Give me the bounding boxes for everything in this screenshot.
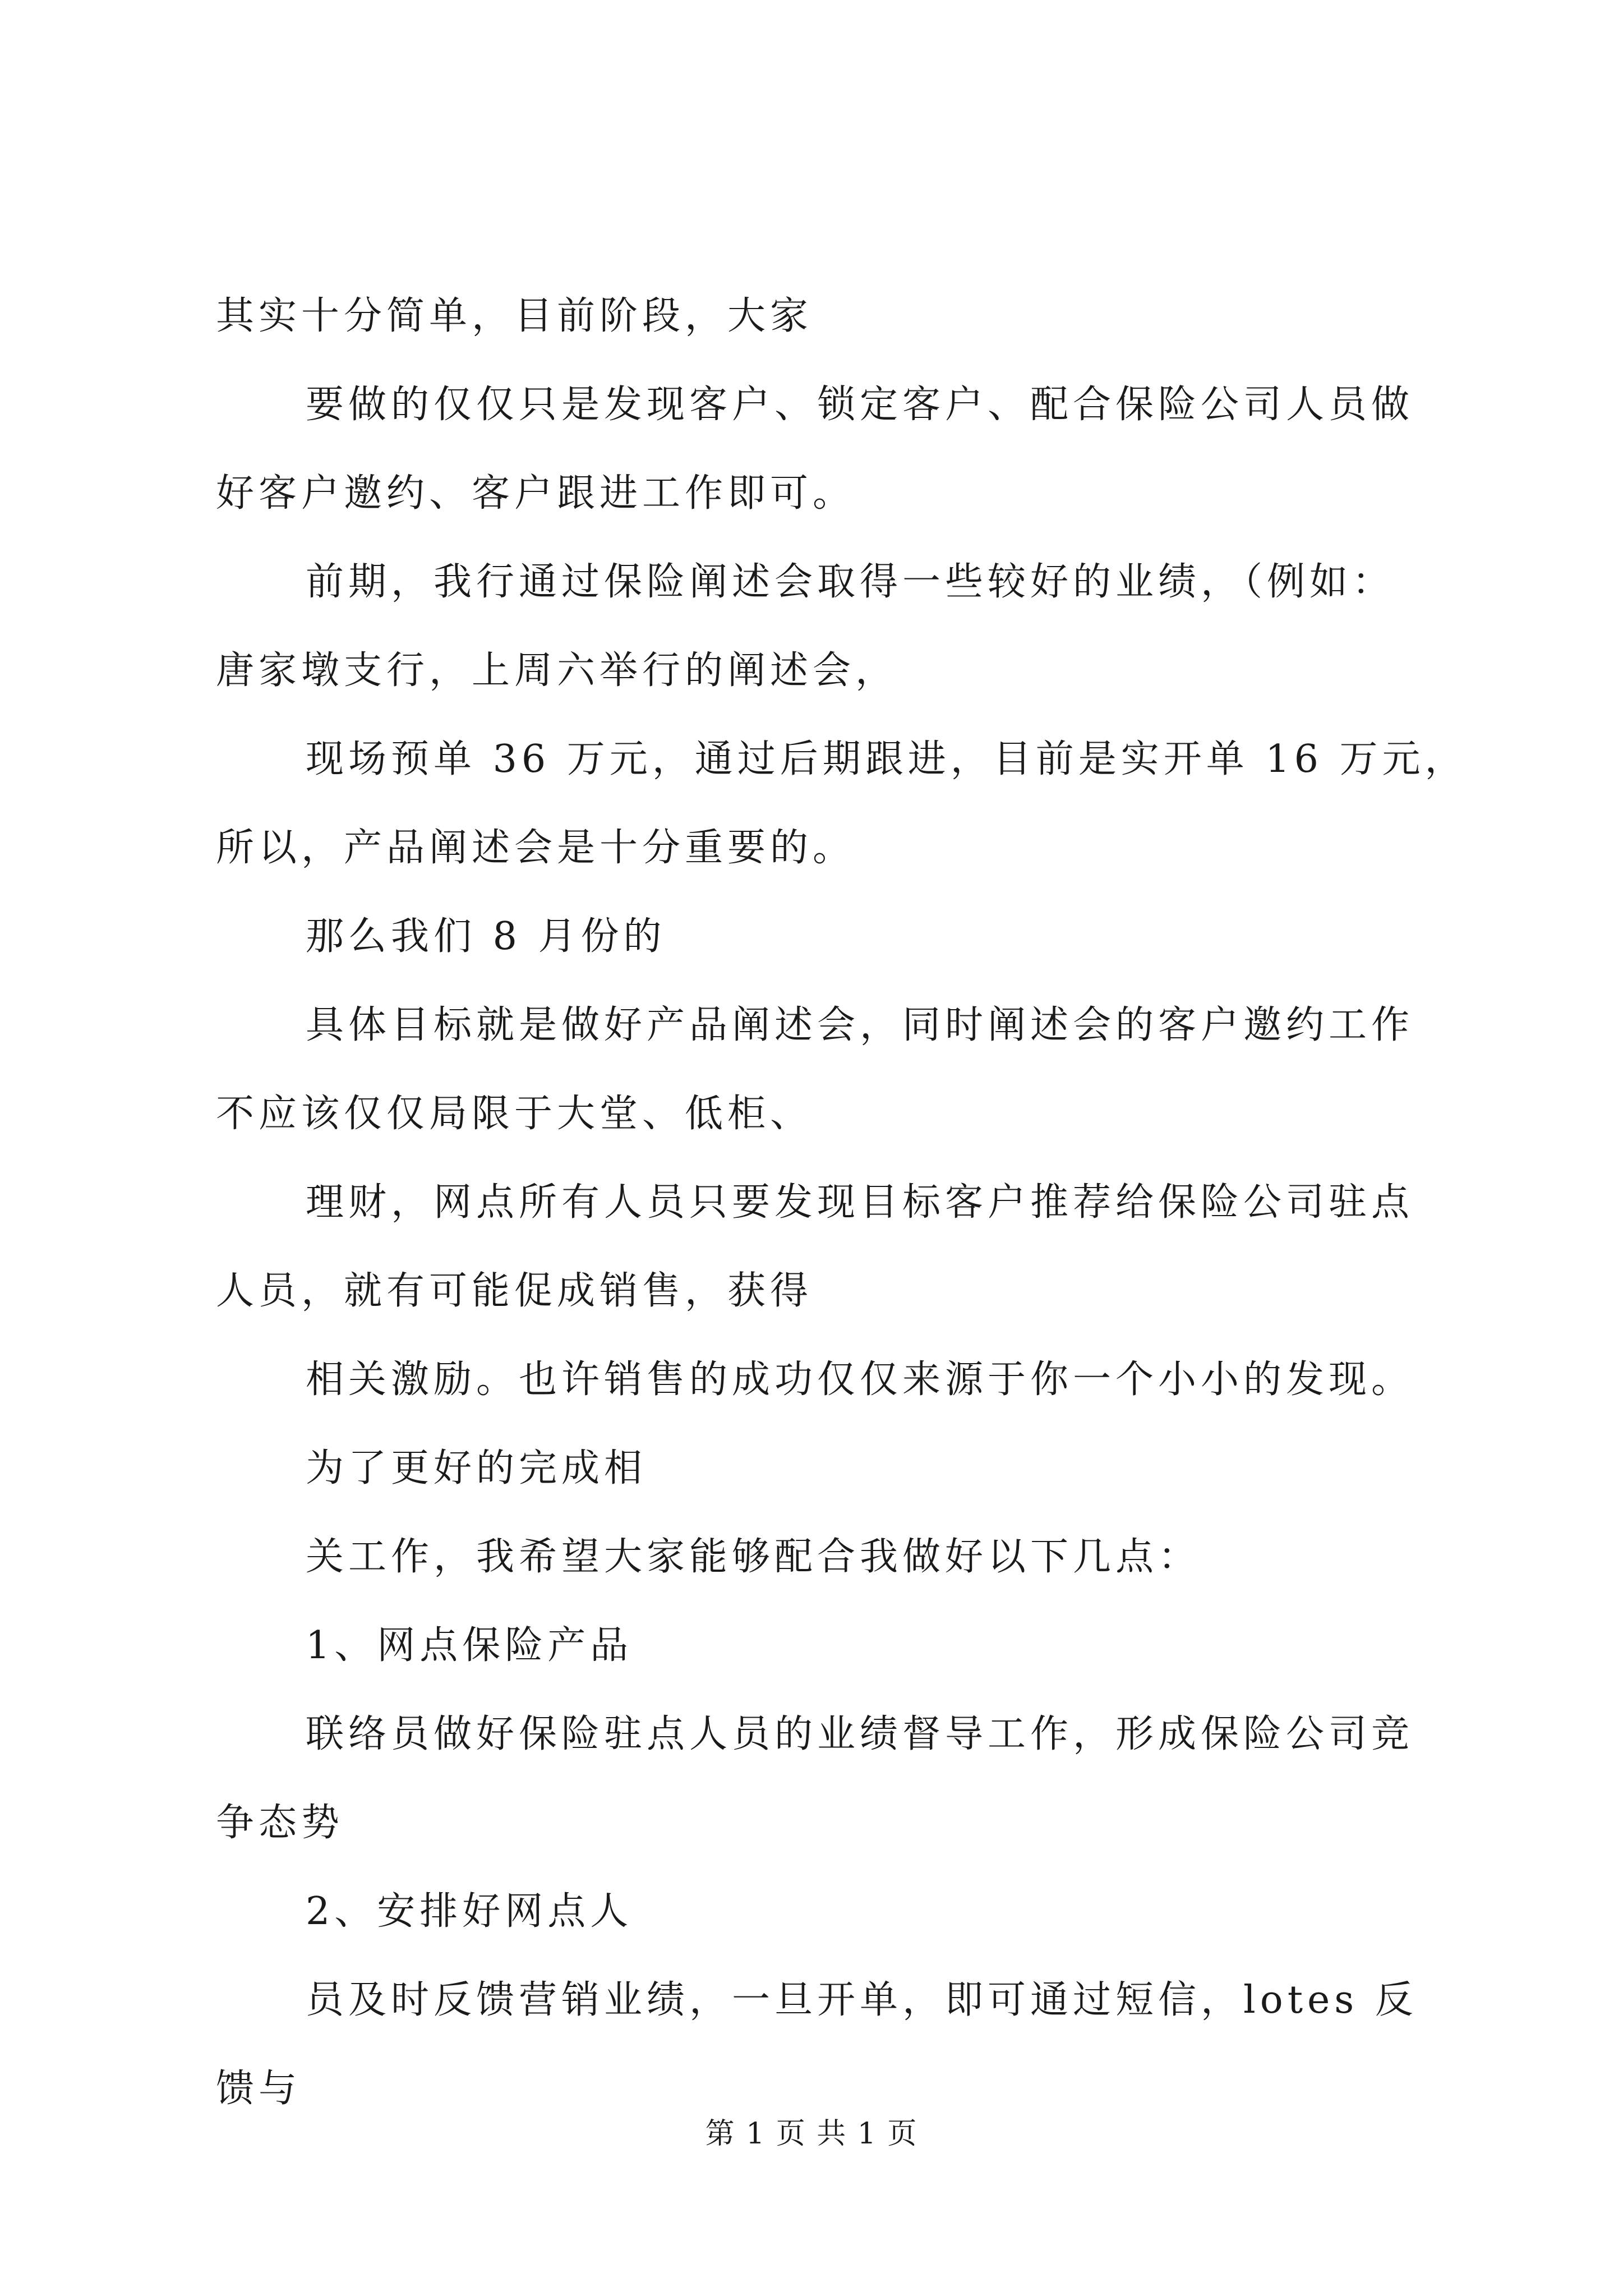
text-line: 2、安排好网点人 [306,1889,633,1934]
text-line: 关工作，我希望大家能够配合我做好以下几点： [306,1535,1201,1579]
text-line: 为了更好的完成相 [306,1446,647,1490]
text-line: 相关激励。也许销售的成功仅仅来源于你一个小小的发现。 [306,1358,1414,1402]
text-line: 联络员做好保险驻点人员的业绩督导工作，形成保险公司竞 [306,1712,1414,1756]
text-line: 唐家墩支行，上周六举行的阐述会， [216,648,898,693]
text-line: 具体目标就是做好产品阐述会，同时阐述会的客户邀约工作 [306,1003,1414,1047]
text-line: 现场预单 36 万元，通过后期跟进，目前是实开单 16 万元， [306,737,1468,781]
text-line: 不应该仅仅局限于大堂、低柜、 [216,1092,813,1136]
text-line: 其实十分简单，目前阶段，大家 [216,294,813,338]
text-line: 员及时反馈营销业绩，一旦开单，即可通过短信，lotes 反 [306,1978,1418,2022]
text-line: 要做的仅仅只是发现客户、锁定客户、配合保险公司人员做 [306,383,1414,427]
text-line: 理财，网点所有人员只要发现目标客户推荐给保险公司驻点 [306,1180,1414,1225]
page-number-footer: 第 1 页 共 1 页 [705,2117,918,2151]
text-line: 那么我们 8 月份的 [306,914,666,959]
text-line: 人员，就有可能促成销售，获得 [216,1269,813,1313]
text-line: 好客户邀约、客户跟进工作即可。 [216,471,856,516]
text-line: 所以，产品阐述会是十分重要的。 [216,826,856,870]
text-line: 1、网点保险产品 [306,1623,633,1668]
text-line: 前期，我行通过保险阐述会取得一些较好的业绩，（例如： [306,560,1395,604]
text-line: 馈与 [216,2067,302,2111]
text-line: 争态势 [216,1801,344,1845]
